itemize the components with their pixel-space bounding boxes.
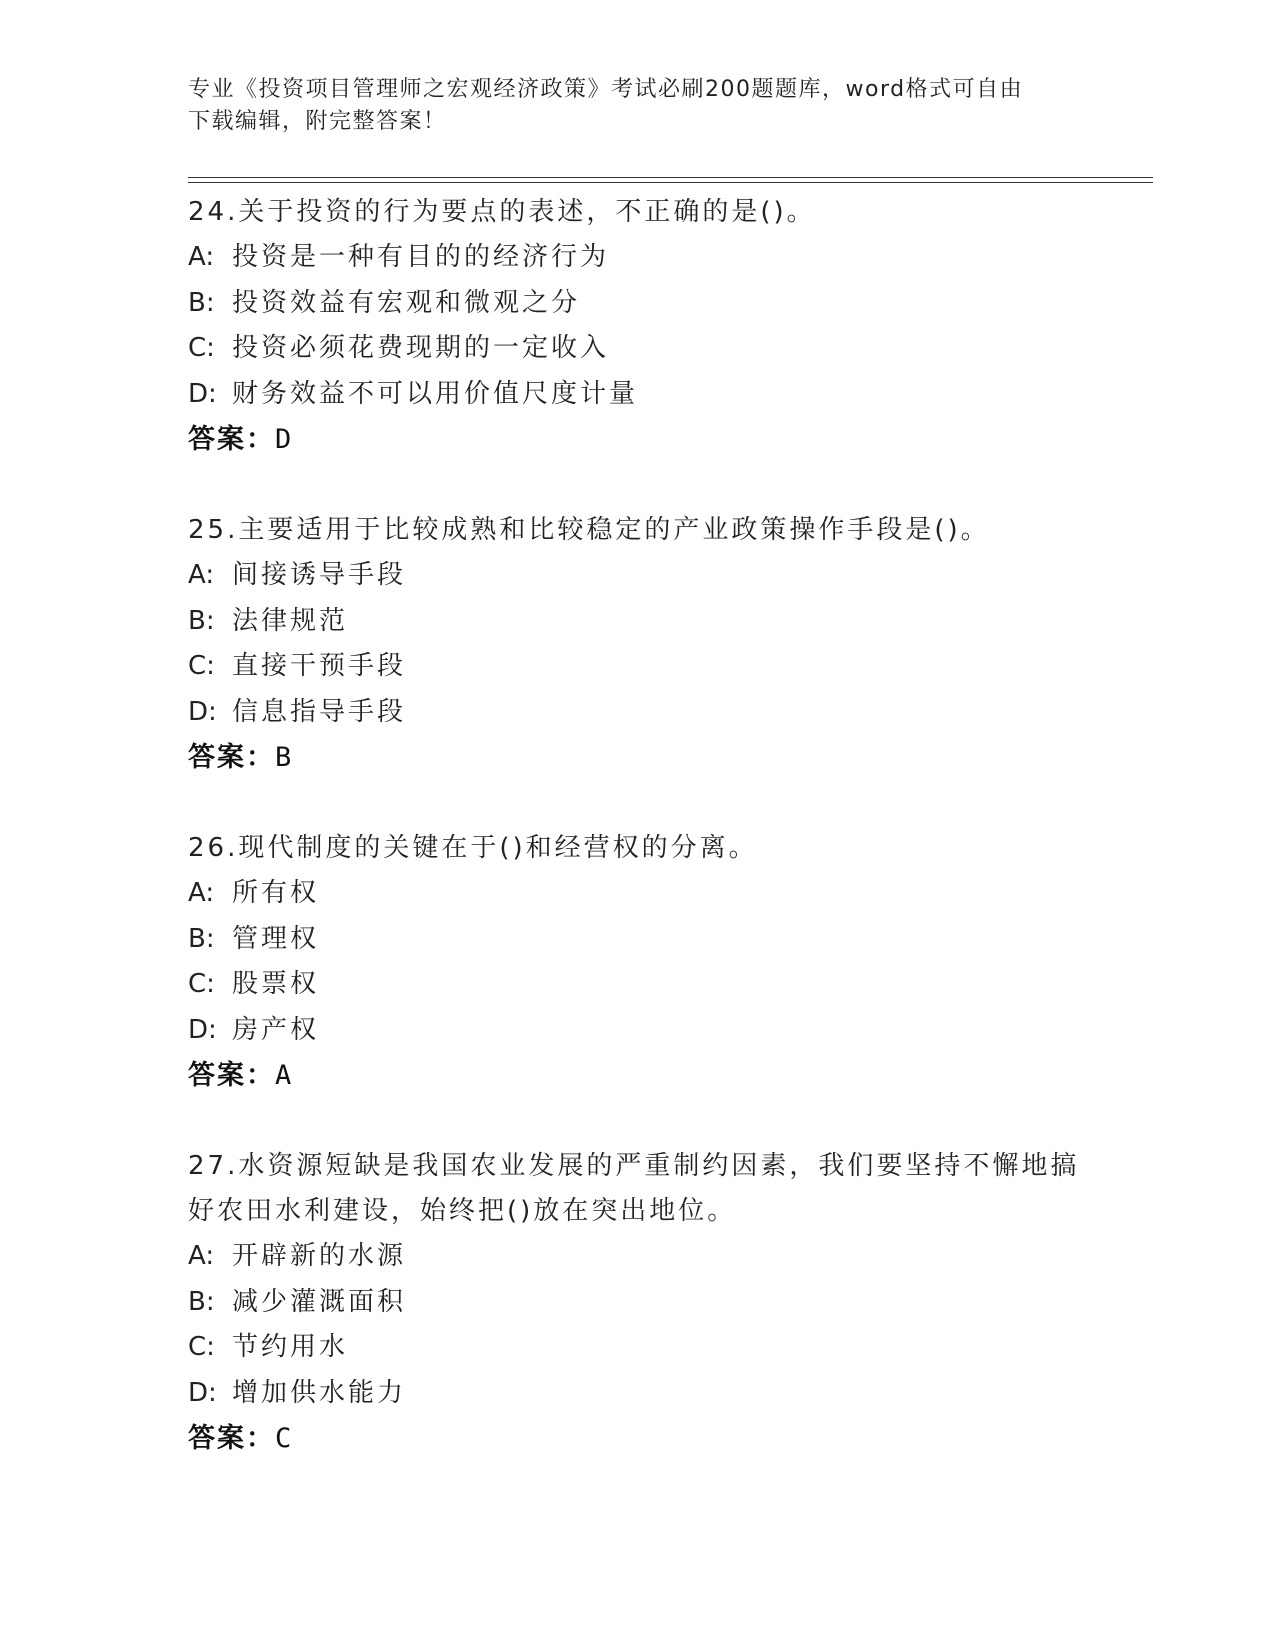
header-divider-bottom [188,182,1153,183]
option-b [188,599,1088,645]
option-key: D: [188,378,217,409]
option-key: C: [188,651,215,681]
header-line-1: 专业《投资项目管理师之宏观经济政策》考试必刷200题题库，word格式可自由 [188,77,1024,102]
option-text: 直接干预手段 [232,651,407,681]
header-line-2: 下载编辑，附完整答案！ [188,109,447,134]
answer-line [188,735,1088,780]
answer-value: A [275,1060,294,1091]
option-a [188,235,1088,281]
option-key: B: [188,923,215,954]
option-b [188,281,1088,327]
option-key: C: [188,333,215,363]
answer-value: D [275,424,294,455]
option-key: A: [188,1241,215,1271]
option-text: 管理权 [232,923,320,954]
option-d [188,1008,1088,1054]
option-key: A: [188,560,215,590]
option-text: 开辟新的水源 [232,1241,407,1271]
question-stem-line-2: 好农田水利建设，始终把()放在突出地位。 [188,1196,737,1226]
option-text: 投资效益有宏观和微观之分 [232,287,581,318]
option-c [188,644,1088,690]
answer-label: 答案： [188,424,275,455]
option-text: 投资必须花费现期的一定收入 [232,333,610,363]
option-text: 间接诱导手段 [232,560,407,590]
option-text: 法律规范 [232,605,349,636]
option-c [188,1325,1088,1371]
question-24 [188,190,1088,462]
option-text: 财务效益不可以用价值尺度计量 [232,378,639,409]
answer-line [188,417,1088,462]
option-key: B: [188,1286,215,1317]
option-c [188,962,1088,1008]
option-c [188,326,1088,372]
answer-value: B [275,742,294,773]
question-26 [188,826,1088,1098]
option-key: D: [188,1014,217,1045]
option-key: A: [188,878,215,908]
header-divider-top [188,177,1153,178]
option-key: B: [188,605,215,636]
option-key: A: [188,242,215,272]
option-key: D: [188,696,217,727]
answer-label: 答案： [188,1060,275,1091]
option-text: 减少灌溉面积 [232,1286,407,1317]
option-b [188,1280,1088,1326]
option-d [188,372,1088,418]
question-25 [188,508,1088,780]
question-27 [188,1144,1088,1461]
option-text: 所有权 [232,878,320,908]
option-text: 节约用水 [232,1332,349,1362]
answer-line [188,1053,1088,1098]
question-stem-line-1: 27.水资源短缺是我国农业发展的严重制约因素，我们要坚持不懈地搞 [188,1151,1080,1181]
option-text: 信息指导手段 [232,696,407,727]
answer-value: C [275,1423,294,1454]
option-a [188,553,1088,599]
option-a [188,871,1088,917]
option-text: 增加供水能力 [232,1377,407,1408]
option-a [188,1234,1088,1280]
option-d [188,690,1088,736]
option-key: B: [188,287,215,318]
question-stem: 24.关于投资的行为要点的表述，不正确的是()。 [188,197,816,227]
question-stem: 25.主要适用于比较成熟和比较稳定的产业政策操作手段是()。 [188,515,990,545]
question-stem: 26.现代制度的关键在于()和经营权的分离。 [188,833,758,863]
option-text: 投资是一种有目的的经济行为 [232,242,610,272]
option-b [188,917,1088,963]
option-key: D: [188,1377,217,1408]
document-header [188,74,1088,138]
option-d [188,1371,1088,1417]
option-text: 股票权 [232,969,320,999]
answer-label: 答案： [188,742,275,773]
option-key: C: [188,1332,215,1362]
option-text: 房产权 [232,1014,320,1045]
option-key: C: [188,969,215,999]
answer-line [188,1416,1088,1461]
answer-label: 答案： [188,1423,275,1454]
